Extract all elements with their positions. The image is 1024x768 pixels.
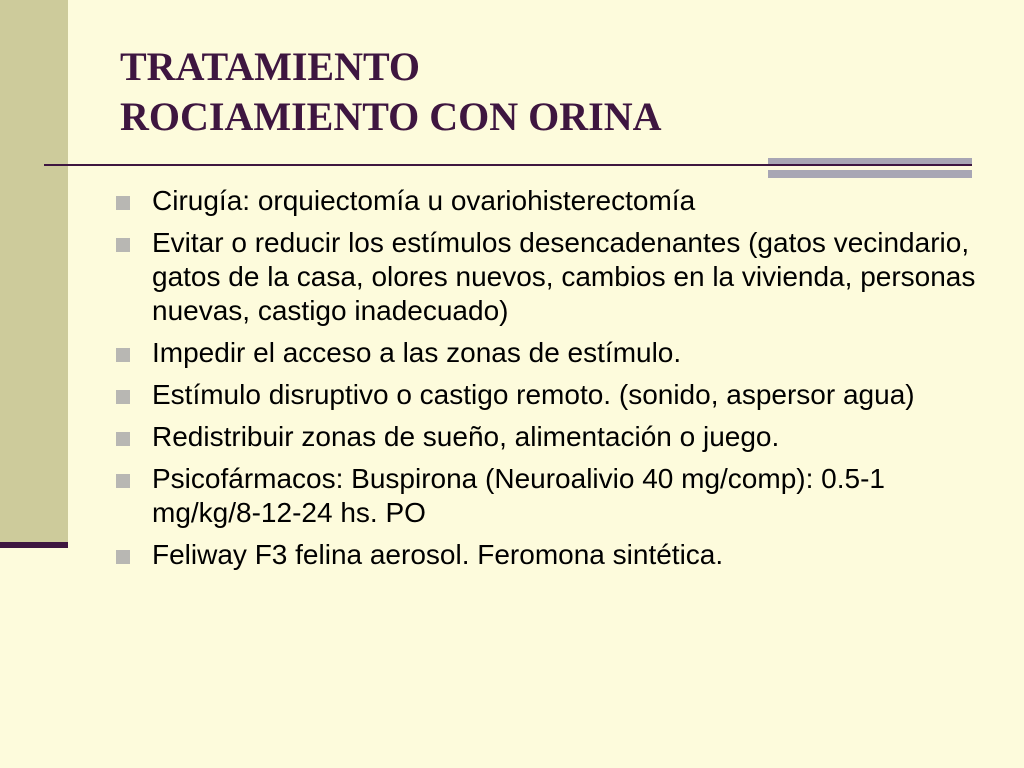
square-bullet-icon (116, 348, 130, 362)
bullet-item (114, 420, 994, 454)
bullet-item (114, 462, 994, 530)
bullet-text: Feliway F3 felina aerosol. Feromona sintética. (152, 539, 724, 570)
bullet-item (114, 226, 994, 328)
square-bullet-icon (116, 238, 130, 252)
title-line-1: TRATAMIENTO (120, 44, 421, 89)
slide-title (120, 42, 662, 142)
title-line-2: ROCIAMIENTO CON ORINA (120, 94, 662, 139)
bullet-item (114, 538, 994, 572)
bullet-item (114, 336, 994, 370)
accent-stripe-bottom (768, 170, 972, 178)
bullet-item (114, 378, 994, 412)
left-bar-underline (0, 542, 68, 548)
bullet-item (114, 184, 994, 218)
square-bullet-icon (116, 196, 130, 210)
square-bullet-icon (116, 432, 130, 446)
accent-stripe-top (768, 158, 972, 164)
square-bullet-icon (116, 474, 130, 488)
bullet-text: Impedir el acceso a las zonas de estímulo. (152, 337, 682, 368)
bullet-text: Estímulo disruptivo o castigo remoto. (sonido, aspersor agua) (152, 379, 915, 410)
accent-stripes (768, 158, 972, 178)
bullet-text: Redistribuir zonas de sueño, alimentación o juego. (152, 421, 780, 452)
square-bullet-icon (116, 550, 130, 564)
bullet-text: Psicofármacos: Buspirona (Neuroalivio 40 mg/comp): 0.5-1 mg/kg/8-12-24 hs. PO (152, 463, 885, 528)
square-bullet-icon (116, 390, 130, 404)
bullet-text: Evitar o reducir los estímulos desencadenantes (gatos vecindario, gatos de la casa, olores nuevos, cambios en la vivienda, personas nuevas, castigo inadecuado) (152, 227, 976, 326)
bullet-text: Cirugía: orquiectomía u ovariohisterectomía (152, 185, 696, 216)
left-decorative-bar (0, 0, 68, 545)
bullet-list (114, 184, 994, 580)
